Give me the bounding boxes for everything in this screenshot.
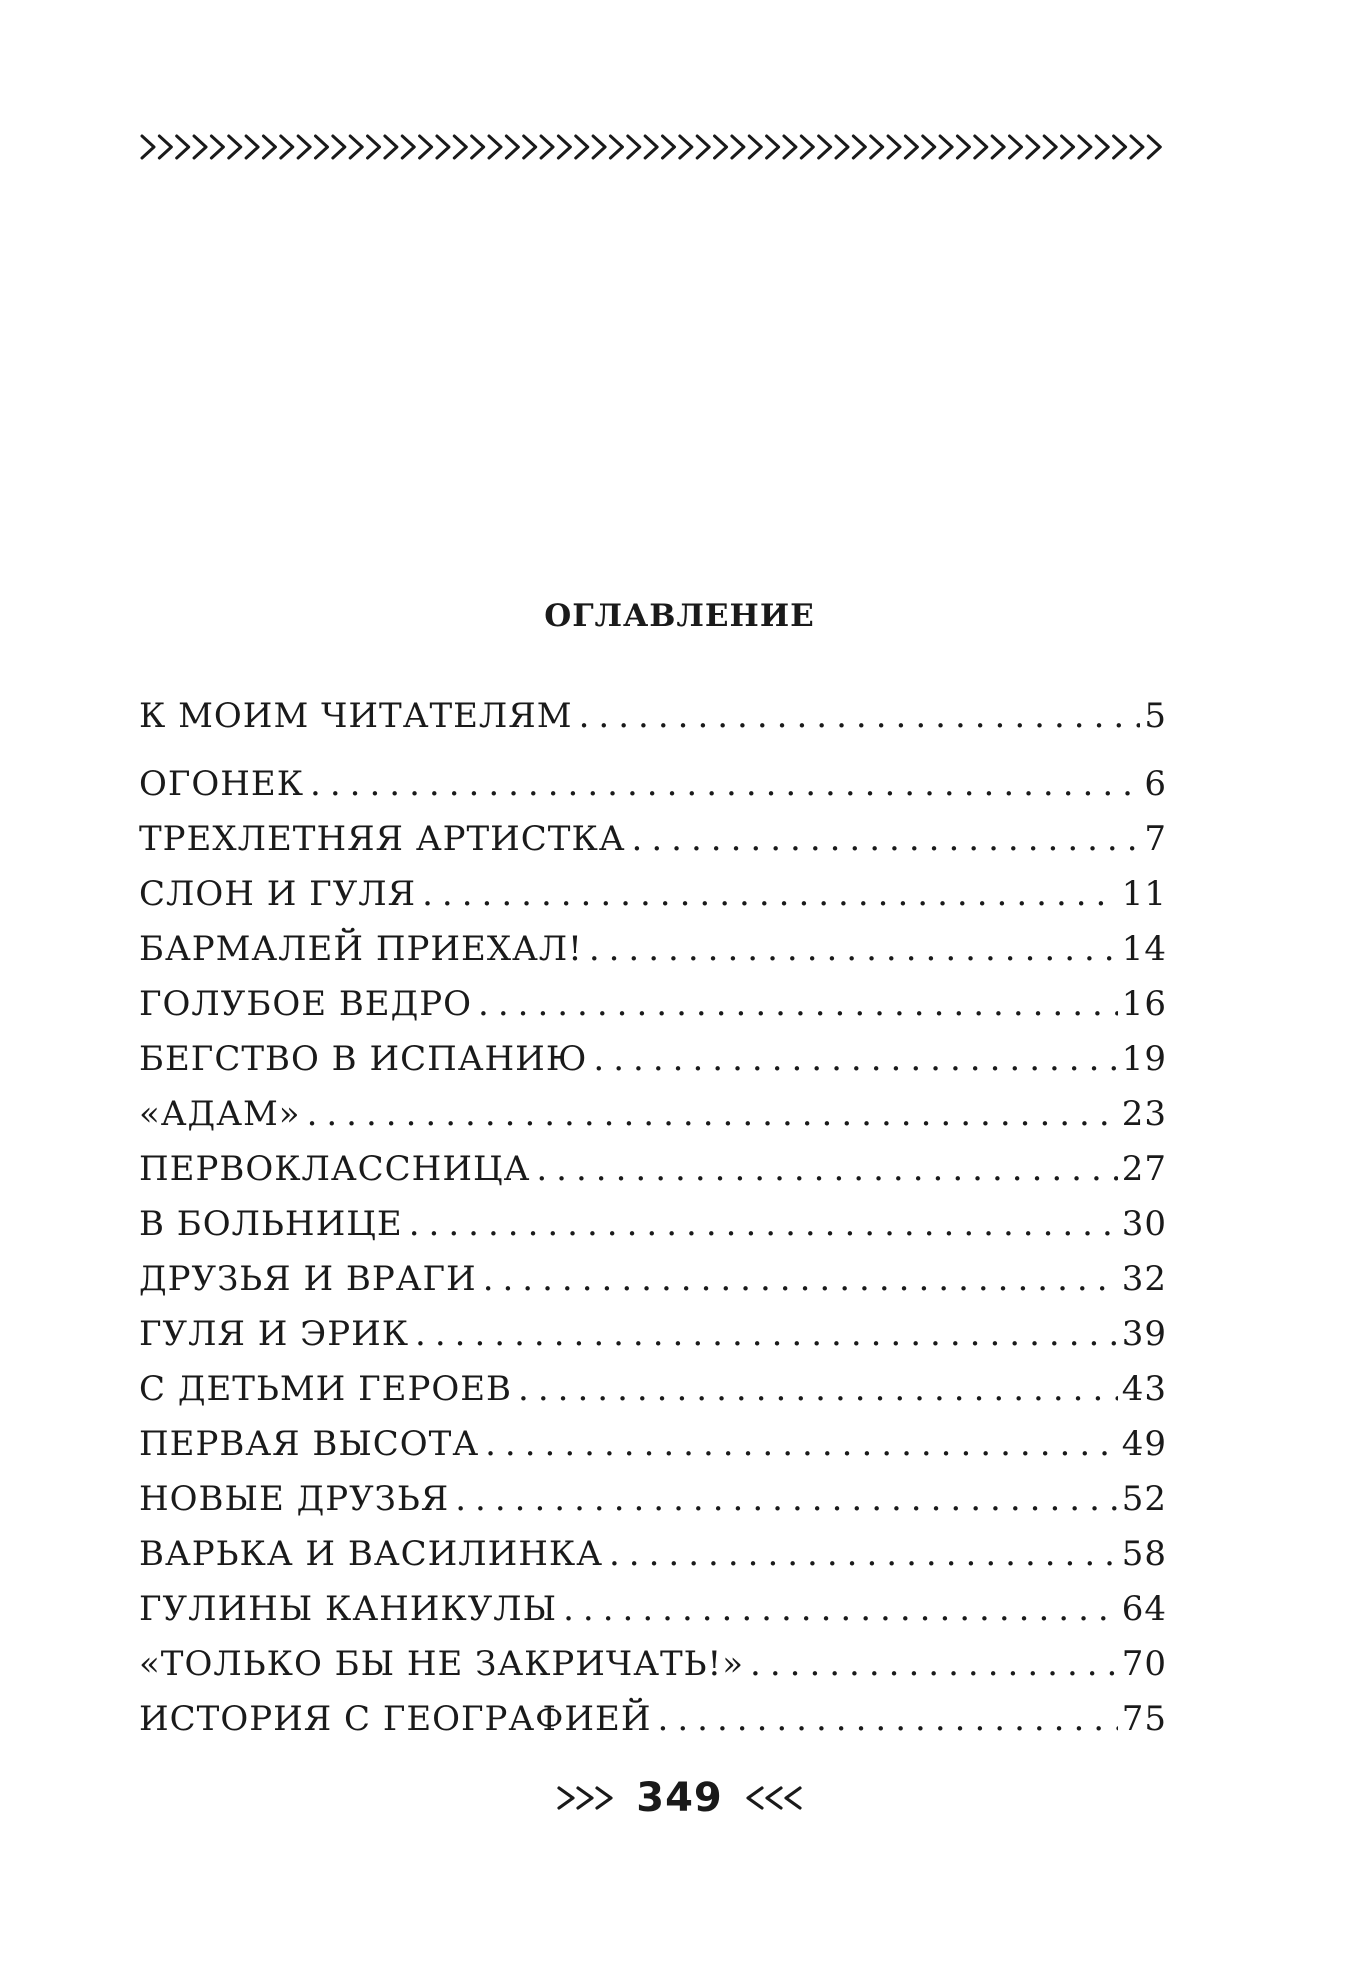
chevrons-right-icon (556, 1783, 622, 1813)
toc-leader-dots (478, 984, 1118, 1024)
toc-entry-page: 75 (1121, 1699, 1167, 1739)
toc-leader-dots (409, 1204, 1118, 1244)
chevron-border-icon (139, 128, 1167, 166)
toc-leader-dots (563, 1589, 1118, 1629)
toc-entry (139, 1039, 1167, 1094)
toc-entry-page: 64 (1121, 1589, 1167, 1629)
toc-entry (139, 1149, 1167, 1204)
toc-entry (139, 929, 1167, 984)
toc-entry-page: 52 (1121, 1479, 1167, 1519)
toc-entry-page: 30 (1121, 1204, 1167, 1244)
toc-entry-title: ГУЛЯ И ЭРИК (139, 1314, 410, 1354)
toc-leader-dots (593, 1039, 1117, 1079)
toc-entry (139, 764, 1167, 819)
toc-entry-title: ВАРЬКА И ВАСИЛИНКА (139, 1534, 603, 1574)
toc-entry-page: 6 (1144, 764, 1167, 804)
toc-leader-dots (483, 1259, 1118, 1299)
toc-entry-title: ГОЛУБОЕ ВЕДРО (139, 984, 473, 1024)
table-of-contents (139, 696, 1167, 1754)
toc-leader-dots (485, 1424, 1118, 1464)
toc-entry (139, 984, 1167, 1039)
toc-entry (139, 1259, 1167, 1314)
toc-entry-page: 27 (1121, 1149, 1167, 1189)
toc-entry-page: 14 (1121, 929, 1167, 969)
toc-entry-title: ПЕРВАЯ ВЫСОТА (139, 1424, 480, 1464)
toc-entry-title: НОВЫЕ ДРУЗЬЯ (139, 1479, 450, 1519)
toc-entry-title: ТРЕХЛЕТНЯЯ АРТИСТКА (139, 819, 626, 859)
toc-entry-page: 58 (1121, 1534, 1167, 1574)
toc-leader-dots (422, 874, 1118, 914)
toc-leader-dots (632, 819, 1141, 859)
toc-leader-dots (310, 764, 1140, 804)
toc-entry (139, 696, 1167, 764)
toc-entry-page: 39 (1121, 1314, 1167, 1354)
toc-entry-page: 16 (1121, 984, 1167, 1024)
toc-entry-title: К МОИМ ЧИТАТЕЛЯМ (139, 696, 573, 736)
page-title: ОГЛАВЛЕНИЕ (544, 598, 815, 634)
toc-leader-dots (579, 696, 1141, 736)
toc-leader-dots (518, 1369, 1118, 1409)
toc-entry-title: ДРУЗЬЯ И ВРАГИ (139, 1259, 477, 1299)
toc-leader-dots (455, 1479, 1118, 1519)
toc-entry-page: 5 (1144, 696, 1167, 736)
toc-entry-page: 7 (1144, 819, 1167, 859)
toc-entry-page: 11 (1121, 874, 1167, 914)
toc-entry-page: 23 (1121, 1094, 1167, 1134)
toc-entry (139, 874, 1167, 929)
toc-entry (139, 1369, 1167, 1424)
toc-entry-title: БАРМАЛЕЙ ПРИЕХАЛ! (139, 929, 583, 969)
toc-leader-dots (415, 1314, 1118, 1354)
toc-entry (139, 1424, 1167, 1479)
page-footer (0, 1775, 1359, 1821)
toc-entry-title: БЕГСТВО В ИСПАНИЮ (139, 1039, 588, 1079)
toc-leader-dots (609, 1534, 1118, 1574)
toc-entry (139, 1699, 1167, 1754)
toc-leader-dots (750, 1644, 1118, 1684)
toc-entry (139, 1644, 1167, 1699)
toc-entry-page: 49 (1121, 1424, 1167, 1464)
toc-entry-title: «ТОЛЬКО БЫ НЕ ЗАКРИЧАТЬ!» (139, 1644, 745, 1684)
toc-entry-title: СЛОН И ГУЛЯ (139, 874, 417, 914)
toc-entry-page: 70 (1121, 1644, 1167, 1684)
toc-entry (139, 819, 1167, 874)
toc-leader-dots (536, 1149, 1117, 1189)
toc-entry-title: С ДЕТЬМИ ГЕРОЕВ (139, 1369, 513, 1409)
toc-entry (139, 1314, 1167, 1369)
toc-entry (139, 1589, 1167, 1644)
chevrons-left-icon (737, 1783, 803, 1813)
toc-entry-title: ИСТОРИЯ С ГЕОГРАФИЕЙ (139, 1699, 652, 1739)
toc-entry-title: ГУЛИНЫ КАНИКУЛЫ (139, 1589, 558, 1629)
toc-leader-dots (658, 1699, 1118, 1739)
toc-entry-title: В БОЛЬНИЦЕ (139, 1204, 403, 1244)
toc-entry (139, 1479, 1167, 1534)
toc-entry-title: «АДАМ» (139, 1094, 301, 1134)
toc-entry-page: 19 (1121, 1039, 1167, 1079)
toc-leader-dots (307, 1094, 1118, 1134)
toc-entry (139, 1204, 1167, 1259)
toc-entry-title: ОГОНЕК (139, 764, 305, 804)
toc-entry-title: ПЕРВОКЛАССНИЦА (139, 1149, 531, 1189)
toc-entry-page: 32 (1121, 1259, 1167, 1299)
toc-entry (139, 1094, 1167, 1149)
page-number: 349 (636, 1775, 723, 1821)
toc-entry (139, 1534, 1167, 1589)
toc-leader-dots (589, 929, 1118, 969)
toc-entry-page: 43 (1121, 1369, 1167, 1409)
